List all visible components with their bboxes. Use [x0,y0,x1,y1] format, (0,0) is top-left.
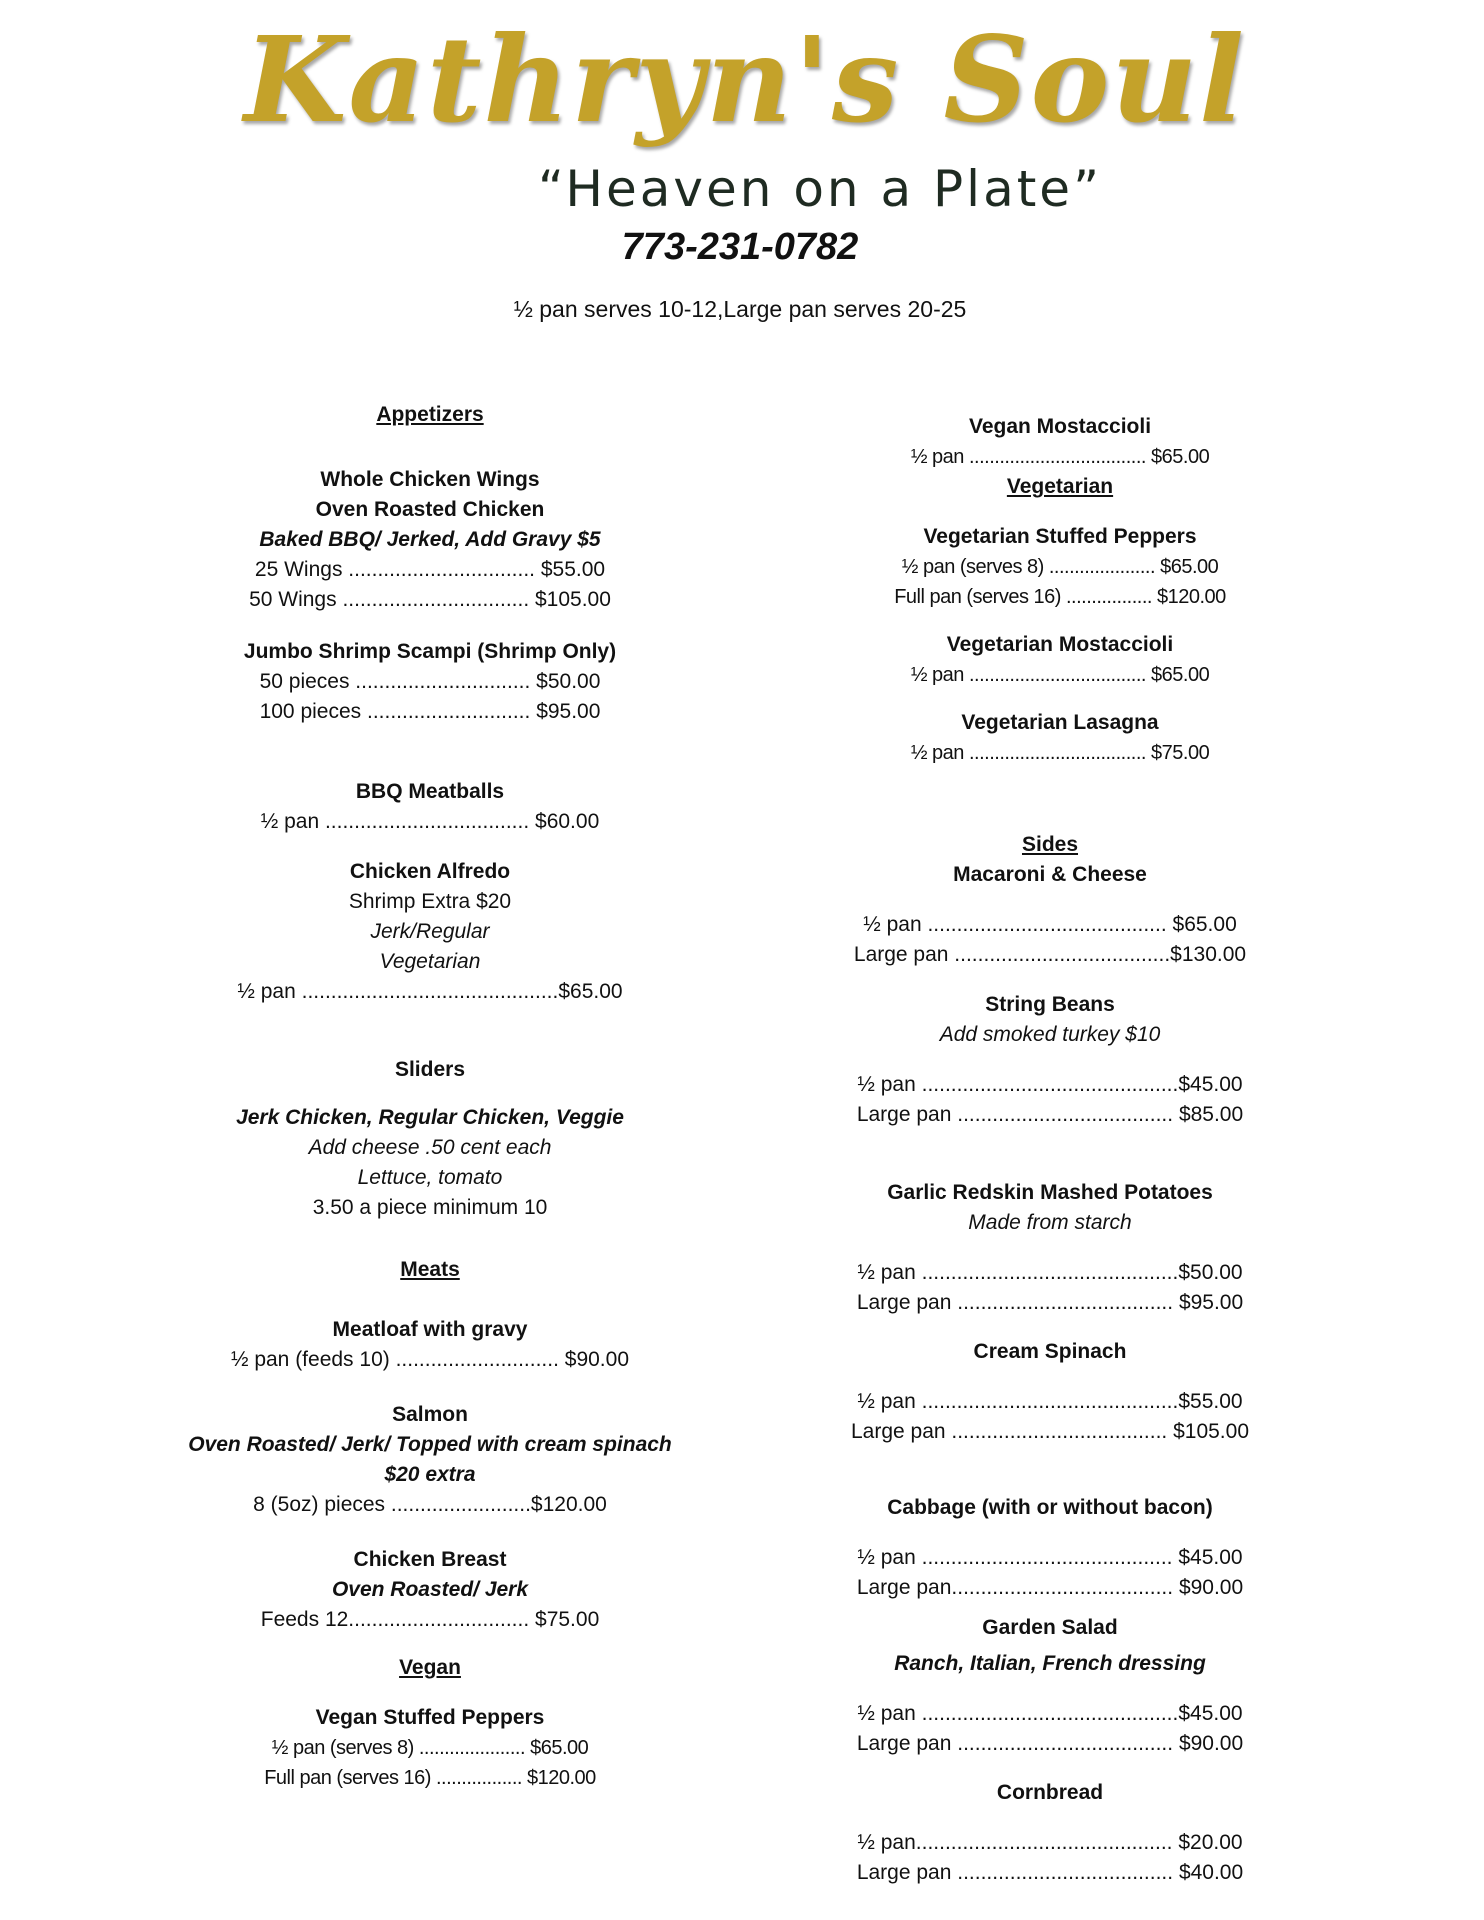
phone-number: 773-231-0782 [621,226,859,268]
price-line: ½ pan ................................... $65.00 [910,446,1210,468]
price-line: 25 Wings ................................ $55.00 [254,558,606,581]
item-name: Salmon [392,1403,468,1426]
price-line: ½ pan ........................................... $45.00 [857,1546,1243,1569]
price-line: ½ pan ............................................$45.00 [857,1702,1243,1725]
item-extra: Shrimp Extra $20 [348,890,512,913]
item-price: 3.50 a piece minimum 10 [312,1196,548,1219]
item-name: Cabbage (with or without bacon) [887,1496,1213,1519]
price-line: 50 pieces .............................. $50.00 [259,670,601,693]
menu-item-cream-spinach [800,1337,1300,1447]
item-note: Made from starch [968,1211,1132,1234]
menu-item-salmon [150,1400,710,1520]
menu-item-chicken-breast [180,1545,680,1635]
menu-item-cabbage [800,1493,1300,1603]
price-line: ½ pan ................................... $60.00 [260,810,600,833]
item-name: Chicken Breast [353,1548,507,1571]
menu-item-string-beans [800,990,1300,1130]
price-line: ½ pan............................................ $20.00 [857,1831,1243,1854]
price-line: ½ pan (serves 8) ..................... $65.00 [271,1737,589,1759]
item-name: BBQ Meatballs [355,780,505,803]
logo-tagline: “Heaven on a Plate” [538,160,1102,218]
meats-heading-block [230,1255,630,1285]
price-line: ½ pan ................................... $65.00 [910,664,1210,686]
item-name: Vegan Mostaccioli [968,415,1152,438]
logo [0,0,1484,240]
price-line: Large pan...................................... $90.00 [856,1576,1244,1599]
price-line: Feeds 12............................... $75.00 [260,1608,600,1631]
item-name: Vegetarian Stuffed Peppers [923,525,1197,548]
item-name: Garlic Redskin Mashed Potatoes [887,1181,1213,1204]
price-line: ½ pan ......................................... $65.00 [863,913,1237,936]
item-name: Macaroni & Cheese [953,863,1147,886]
section-heading-sliders: Sliders [394,1058,466,1081]
section-heading-vegan: Vegan [399,1656,461,1679]
menu-item-vegan-mostaccioli [810,412,1310,502]
item-name: Meatloaf with gravy [332,1318,528,1341]
price-line: Large pan ..................................... $90.00 [856,1732,1244,1755]
item-name: Cream Spinach [973,1340,1127,1363]
item-option: Lettuce, tomato [357,1166,503,1189]
menu-item-chicken-alfredo [180,857,680,1007]
item-name: Garden Salad [982,1616,1118,1639]
price-line: Full pan (serves 16) ................. $120.00 [264,1767,596,1789]
item-note: Add smoked turkey $10 [939,1023,1161,1046]
price-line: Large pan ..................................... $85.00 [856,1103,1244,1126]
item-name: Vegetarian Lasagna [961,711,1159,734]
price-line: ½ pan ................................... $75.00 [910,742,1210,764]
price-line: Large pan ..................................... $105.00 [850,1420,1250,1443]
price-line: 100 pieces ............................ $95.00 [259,700,601,723]
menu-item-mashed-potatoes [800,1178,1300,1318]
item-option: Vegetarian [379,950,481,973]
vegan-heading-block [230,1653,630,1683]
section-heading-vegetarian: Vegetarian [1006,475,1114,498]
menu-item-cornbread [800,1778,1300,1888]
item-extra: $20 extra [384,1463,476,1486]
section-heading-appetizers: Appetizers [376,403,484,426]
item-name: Cornbread [996,1781,1104,1804]
item-name: Jumbo Shrimp Scampi (Shrimp Only) [243,640,617,663]
item-note: Ranch, Italian, French dressing [894,1652,1206,1675]
menu-item-bbq-meatballs [180,777,680,837]
serves-note: ½ pan serves 10-12,Large pan serves 20-25 [513,296,967,322]
price-line: ½ pan ............................................$55.00 [857,1390,1243,1413]
menu-item-garden-salad [800,1613,1300,1759]
item-subtitle: Oven Roasted Chicken [315,498,545,521]
section-heading-meats: Meats [400,1258,460,1281]
price-line: ½ pan ............................................$45.00 [857,1073,1243,1096]
item-name: Chicken Alfredo [349,860,511,883]
price-line: ½ pan (feeds 10) ............................ $90.00 [230,1348,630,1371]
price-line: Full pan (serves 16) ................. $120.00 [894,586,1226,608]
item-option: Jerk/Regular [370,920,490,943]
price-line: Large pan .....................................$130.00 [853,943,1247,966]
menu-item-sliders [160,1055,700,1223]
item-style: Baked BBQ/ Jerked, Add Gravy $5 [259,528,601,551]
section-heading-sides: Sides [1021,833,1079,856]
item-name: String Beans [985,993,1115,1016]
price-line: ½ pan (serves 8) ..................... $65.00 [901,556,1219,578]
item-style: Oven Roasted/ Jerk [331,1578,529,1601]
item-name: Whole Chicken Wings [320,468,540,491]
price-line: Large pan ..................................... $40.00 [856,1861,1244,1884]
menu-item-chicken-wings [180,465,680,615]
price-line: Large pan ..................................... $95.00 [856,1291,1244,1314]
item-name: Vegan Stuffed Peppers [315,1706,545,1729]
item-style: Oven Roasted/ Jerk/ Topped with cream spinach [188,1433,672,1456]
menu-item-macaroni-cheese [800,830,1300,970]
appetizers-heading-block [230,400,630,430]
price-line: ½ pan ............................................$65.00 [237,980,623,1003]
item-name: Vegetarian Mostaccioli [946,633,1174,656]
logo-title: Kathryn's Soul [243,10,1247,149]
menu-item-vegetarian-stuffed-peppers [810,522,1310,612]
price-line: ½ pan ............................................$50.00 [857,1261,1243,1284]
price-line: 50 Wings ................................ $105.00 [249,588,611,611]
price-line: 8 (5oz) pieces ........................$120.00 [253,1493,607,1516]
item-option: Add cheese .50 cent each [308,1136,552,1159]
menu-item-meatloaf [160,1315,700,1375]
item-style: Jerk Chicken, Regular Chicken, Veggie [236,1106,624,1129]
menu-item-vegetarian-mostaccioli [810,630,1310,690]
menu-item-vegan-stuffed-peppers [180,1703,680,1793]
menu-item-vegetarian-lasagna [810,708,1310,768]
menu-item-shrimp-scampi [180,637,680,727]
